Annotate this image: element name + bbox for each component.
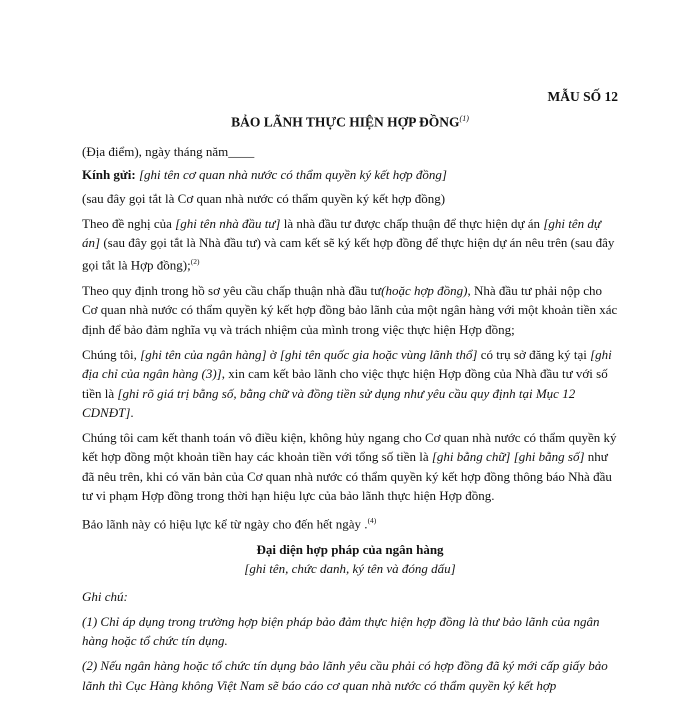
recipient-hereinafter: (sau đây gọi tắt là Cơ quan nhà nước có thẩm quyền ký kết hợp đồng) bbox=[82, 190, 446, 206]
text-run: Chúng tôi, bbox=[82, 347, 141, 362]
footnote-ref: (2) bbox=[190, 257, 200, 267]
text-run: Theo đề nghị của bbox=[82, 215, 176, 231]
text-run: , Nhà đầu tư phải nộp cho Cơ quan nhà nước có thẩm quyền ký kết hợp đồng bảo lãnh của một ngân hàng với một khoản tiền xác định để bảo đảm nghĩa vụ và trách nhiệm của mình trong việc thực hiện Hợp đồng; bbox=[82, 283, 618, 337]
paragraph-bank-commitment bbox=[82, 345, 618, 422]
place-date-line: (Địa điểm), ngày tháng năm____ bbox=[82, 144, 255, 159]
text-run: (sau đây gọi tắt là Nhà đầu tư) và cam kết sẽ ký kết hợp đồng để thực hiện dự án nêu trên (sau đây gọi tắt là Hợp đồng); bbox=[82, 235, 615, 273]
placeholder-run: [ghi tên của ngân hàng] bbox=[140, 347, 267, 362]
validity-line bbox=[82, 511, 618, 534]
text-run: . bbox=[130, 404, 134, 420]
text-run: Chúng tôi cam kết thanh toán vô điều kiện, không hủy ngang cho Cơ quan nhà nước có thẩm quyền ký kết hợp đồng một khoản tiền hay các khoản tiền với tổng số tiền là bbox=[82, 430, 617, 465]
paragraph-payment bbox=[82, 428, 618, 505]
title-text: BẢO LÃNH THỰC HIỆN HỢP ĐỒNG bbox=[231, 114, 460, 130]
title-footnote-ref: (1) bbox=[459, 114, 469, 123]
text-run: có trụ sở đăng ký tại bbox=[477, 347, 591, 362]
text-run: Theo quy định trong hồ sơ yêu cầu chấp thuận nhà đầu tư bbox=[82, 283, 382, 299]
document-body bbox=[82, 142, 618, 701]
placeholder-run: [ghi tên nhà đầu tư] bbox=[175, 215, 281, 231]
placeholder-run: [ghi tên quốc gia hoặc vùng lãnh thổ] bbox=[279, 347, 478, 362]
recipient-label: Kính gửi: bbox=[82, 167, 136, 183]
placeholder-run: [ghi tên dự án] bbox=[82, 215, 601, 251]
signature-heading: Đại diện hợp pháp của ngân hàng bbox=[256, 542, 444, 557]
notes-section bbox=[82, 587, 618, 695]
document-title bbox=[0, 114, 700, 131]
placeholder-run: [ghi bằng chữ] [ghi bằng số] bbox=[431, 449, 585, 465]
text-run: là nhà đầu tư được chấp thuận để thực hiện dự án bbox=[280, 215, 544, 231]
placeholder-run: (hoặc hợp đồng) bbox=[381, 283, 468, 299]
form-number: MẪU SỐ 12 bbox=[547, 89, 618, 104]
signature-block bbox=[82, 540, 618, 579]
notes-heading: Ghi chú: bbox=[82, 588, 128, 604]
note-item: (2) Nếu ngân hàng hoặc tổ chức tín dụng bảo lãnh yêu cầu phải có hợp đồng đã ký mới cấp giấy bảo lãnh thì Cục Hàng không Việt Nam sẽ báo cáo cơ quan nhà nước có thẩm quyền ký kết hợp bbox=[82, 658, 608, 693]
signature-instructions: [ghi tên, chức danh, ký tên và đóng dấu] bbox=[244, 561, 456, 577]
recipient-value: [ghi tên cơ quan nhà nước có thẩm quyền ký kết hợp đồng] bbox=[138, 167, 447, 183]
paragraph-request bbox=[82, 214, 618, 275]
recipient-line bbox=[82, 165, 618, 184]
paragraph-regulation bbox=[82, 281, 618, 339]
placeholder-run: [ghi rõ giá trị bằng số, bằng chữ và đồng tiền sử dụng như yêu cầu quy định tại Mục 12 CDNĐT] bbox=[82, 385, 576, 420]
text-run: Bảo lãnh này có hiệu lực kể từ ngày cho đến hết ngày . bbox=[82, 516, 368, 532]
placeholder-run: [ghi địa chỉ của ngân hàng (3)] bbox=[82, 347, 612, 382]
text-run: như đã nêu trên, khi có văn bản của Cơ quan nhà nước có thẩm quyền ký kết hợp đồng thông báo Nhà đầu tư vi phạm Hợp đồng trong thời hạn hiệu lực của bảo lãnh thực hiện Hợp đồng. bbox=[82, 449, 612, 504]
footnote-ref: (4) bbox=[367, 516, 377, 526]
text-run: ở bbox=[266, 347, 280, 362]
text-run: , xin cam kết bảo lãnh cho việc thực hiện Hợp đồng của Nhà đầu tư với số tiền là bbox=[82, 366, 608, 401]
note-item: (1) Chỉ áp dụng trong trường hợp biện pháp bảo đảm thực hiện hợp đồng là thư bảo lãnh của ngân hàng hoặc tổ chức tín dụng. bbox=[82, 613, 600, 649]
